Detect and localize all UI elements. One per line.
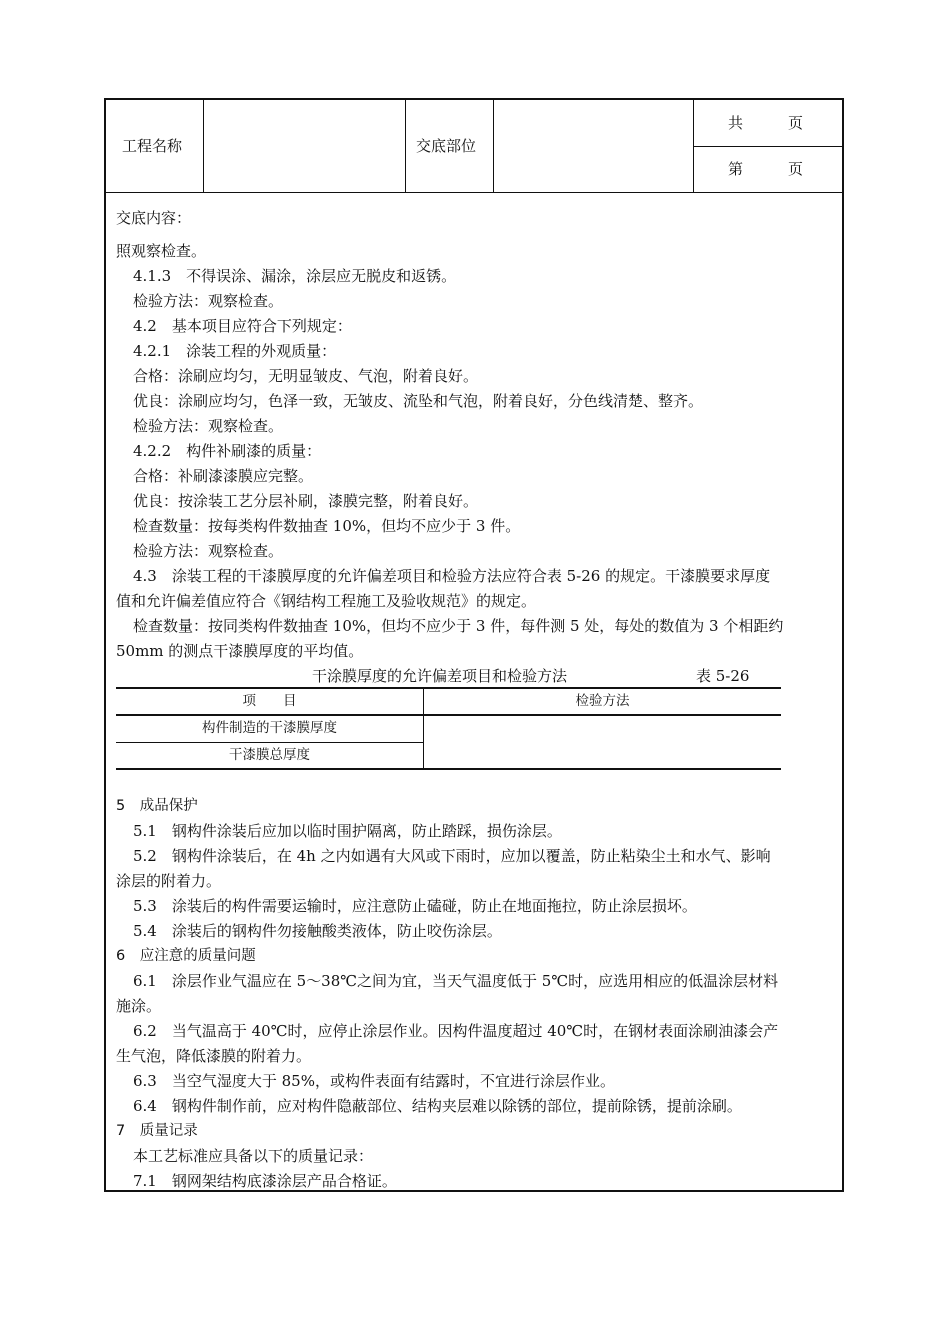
text-line: 5.3 涂装后的构件需要运输时，应注意防止磕碰，防止在地面拖拉，防止涂层损坏。 — [133, 897, 697, 915]
text-line: 本工艺标准应具备以下的质量记录： — [133, 1147, 374, 1165]
section-heading: 6 应注意的质量问题 — [116, 948, 256, 964]
header-divider — [203, 100, 204, 192]
text-line: 6.3 当空气湿度大于 85%，或构件表面有结露时，不宜进行涂层作业。 — [133, 1072, 615, 1090]
table-cell: 干漆膜总厚度 — [229, 747, 310, 763]
table-cell: 构件制造的干漆膜厚度 — [202, 720, 337, 736]
table-title — [116, 664, 838, 688]
text-line: 施涂。 — [116, 997, 162, 1015]
text-line: 4.2.2 构件补刷漆的质量： — [133, 442, 322, 460]
text-line: 50mm 的测点干漆膜厚度的平均值。 — [116, 642, 364, 660]
table-header-rule — [116, 714, 781, 716]
content-label: 交底内容： — [116, 209, 192, 227]
content-body-2 — [116, 794, 838, 1194]
text-line: 检查数量：按同类构件数抽查 10%，但均不应少于 3 件，每件测 5 处，每处的数值为 3 个相距约 — [133, 617, 784, 635]
text-line: 4.2 基本项目应符合下列规定： — [133, 317, 352, 335]
page-number-label: 第 页 — [728, 160, 804, 178]
table-number: 表 5-26 — [696, 667, 750, 685]
text-line: 5.1 钢构件涂装后应加以临时围护隔离，防止踏踩，损伤涂层。 — [133, 822, 562, 840]
table-top-rule — [116, 687, 781, 689]
text-line: 生气泡，降低漆膜的附着力。 — [116, 1047, 312, 1065]
header-divider — [405, 100, 406, 192]
text-line: 优良：按涂装工艺分层补刷，漆膜完整，附着良好。 — [133, 492, 479, 510]
text-line: 检验方法：观察检查。 — [133, 292, 284, 310]
text-line: 5.4 涂装后的钢构件勿接触酸类液体，防止咬伤涂层。 — [133, 922, 502, 940]
text-line: 4.2.1 涂装工程的外观质量： — [133, 342, 337, 360]
content-body — [116, 206, 838, 664]
text-line: 6.2 当气温高于 40℃时，应停止涂层作业。因构件温度超过 40℃时，在钢材表面涂刷油漆会产 — [133, 1022, 779, 1040]
text-line: 优良：涂刷应均匀，色泽一致，无皱皮、流坠和气泡，附着良好，分色线清楚、整齐。 — [133, 392, 704, 410]
total-pages-label: 共 页 — [728, 114, 804, 132]
text-line: 7.1 钢网架结构底漆涂层产品合格证。 — [133, 1172, 397, 1190]
table-row-rule — [116, 742, 423, 743]
page-divider — [693, 146, 844, 147]
text-line: 涂层的附着力。 — [116, 872, 222, 890]
text-line: 6.4 钢构件制作前，应对构件隐蔽部位、结构夹层难以除锈的部位，提前除锈，提前涂刷。 — [133, 1097, 742, 1115]
table-bottom-rule — [116, 768, 781, 770]
text-line: 合格：涂刷应均匀，无明显皱皮、气泡，附着良好。 — [133, 367, 479, 385]
table-caption: 干涂膜厚度的允许偏差项目和检验方法 — [312, 667, 568, 685]
section-heading: 5 成品保护 — [116, 798, 198, 814]
header-divider — [493, 100, 494, 192]
table-header-method: 检验方法 — [575, 693, 630, 709]
tolerance-table — [116, 687, 781, 770]
disclosure-form — [104, 98, 844, 1192]
form-header — [106, 100, 842, 193]
disclosure-part-label: 交底部位 — [416, 137, 477, 155]
text-line: 5.2 钢构件涂装后，在 4h 之内如遇有大风或下雨时，应加以覆盖，防止粘染尘土和水气、影响 — [133, 847, 771, 865]
project-name-label: 工程名称 — [122, 137, 183, 155]
text-line: 照观察检查。 — [116, 242, 207, 260]
text-line: 4.3 涂装工程的干漆膜厚度的允许偏差项目和检验方法应符合表 5-26 的规定。干漆膜要求厚度 — [133, 567, 771, 585]
table-header-item: 项 目 — [242, 693, 297, 709]
text-line: 4.1.3 不得误涂、漏涂，涂层应无脱皮和返锈。 — [133, 267, 457, 285]
text-line: 合格：补刷漆漆膜应完整。 — [133, 467, 314, 485]
text-line: 检查数量：按每类构件数抽查 10%，但均不应少于 3 件。 — [133, 517, 521, 535]
text-line: 6.1 涂层作业气温应在 5～38℃之间为宜，当天气温度低于 5℃时，应选用相应的低温涂层材料 — [133, 972, 779, 990]
text-line: 值和允许偏差值应符合《钢结构工程施工及验收规范》的规定。 — [116, 592, 537, 610]
text-line: 检验方法：观察检查。 — [133, 417, 284, 435]
text-line: 检验方法：观察检查。 — [133, 542, 284, 560]
section-heading: 7 质量记录 — [116, 1123, 198, 1139]
